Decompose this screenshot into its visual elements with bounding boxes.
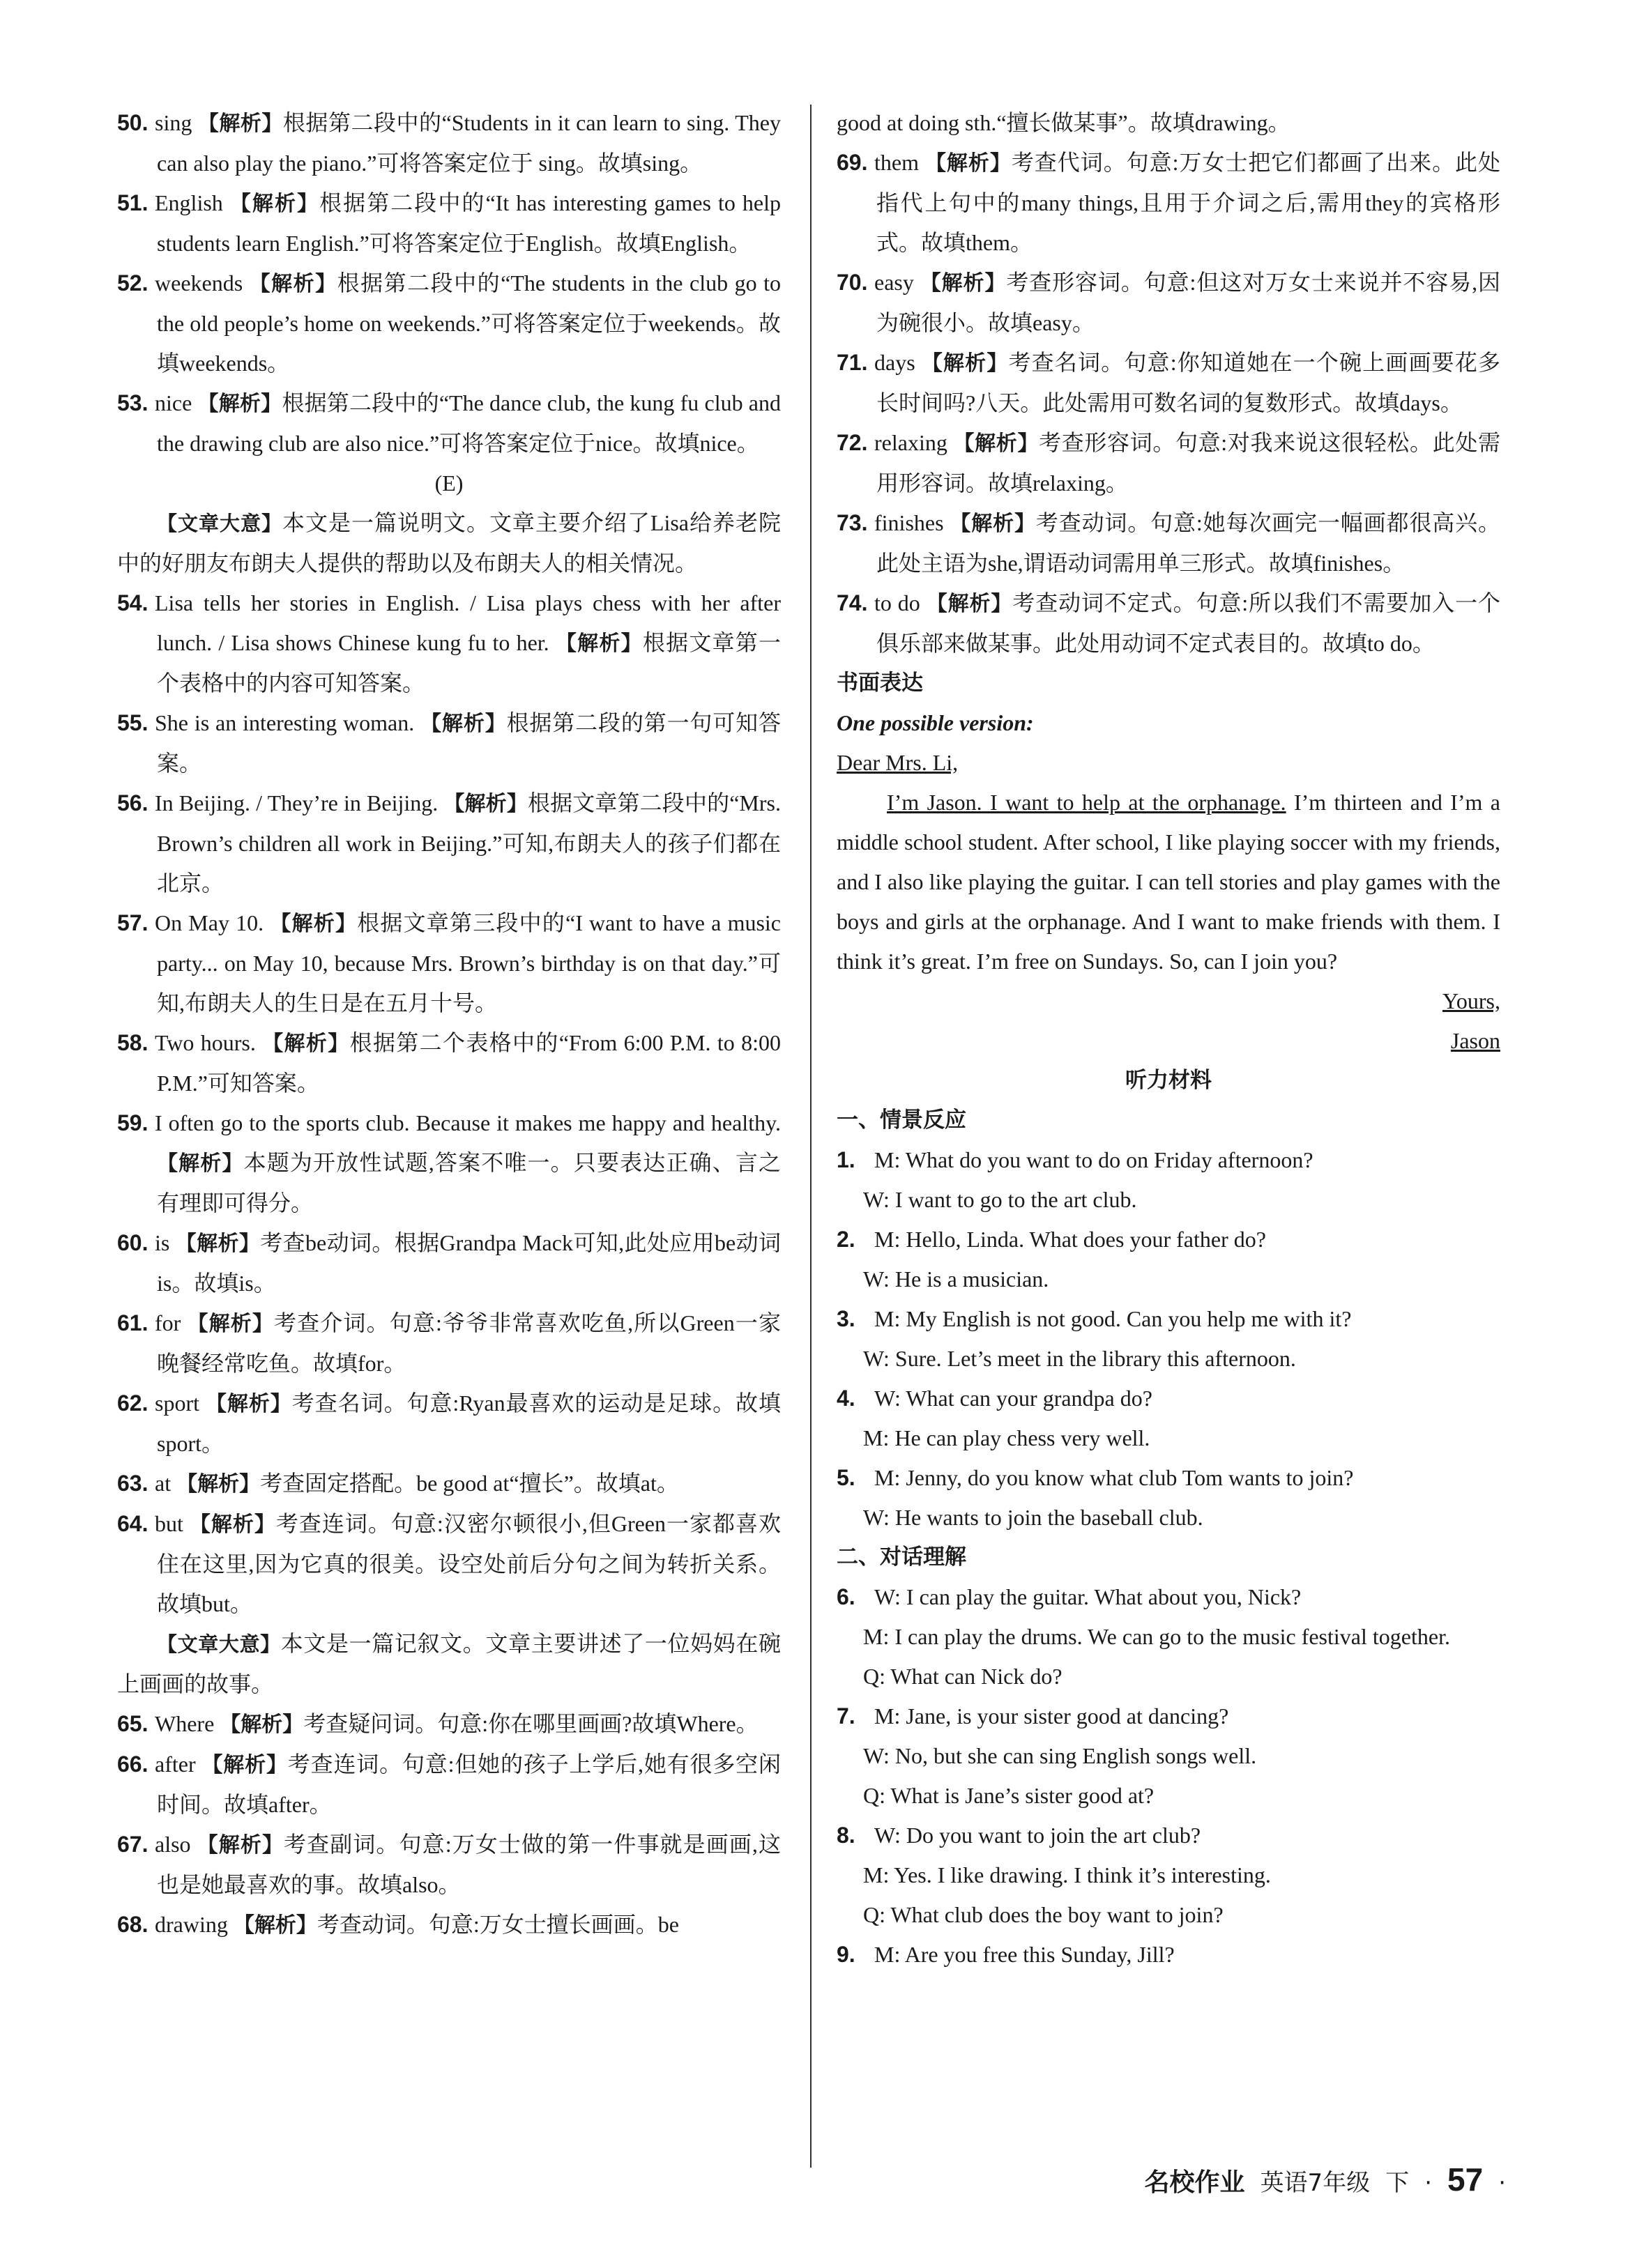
analysis-tag: 【解析】 [924,151,1012,176]
answer-text: W: Do you want to join the art club? [874,1823,1201,1848]
article-summary [117,1624,781,1704]
analysis-tag: 【解析】 [950,512,1036,536]
footer-subject: 英语7年级 [1260,2169,1371,2197]
answer-item [837,1220,1500,1259]
answer-text: W: I can play the guitar. What about you, Nick? [874,1584,1302,1609]
analysis-tag: 【解析】 [270,912,358,936]
section-heading: 听力材料 [1125,1068,1212,1093]
footer-dot-left: · [1424,2169,1433,2197]
dialogue-line: Q: What club does the boy want to join? [863,1902,1224,1927]
analysis-tag: 【解析】 [187,1312,275,1336]
answer-item [117,1504,781,1624]
item-number: 52. [117,270,148,296]
answer-text: English [155,190,223,215]
answer-item [117,263,781,383]
continued-text: good at doing sth.“擅长做某事”。故填drawing。 [837,110,1290,135]
answer-item [117,1825,781,1905]
answer-item [117,783,781,903]
analysis-text: 考查动词不定式。句意:所以我们不需要加入一个俱乐部来做某事。此处用动词不定式表目的。故填to do。 [876,590,1501,656]
possible-version-label: One possible version: [837,710,1034,735]
summary-text: 本文是一篇记叙文。文章主要讲述了一位妈妈在碗上画画的故事。 [117,1631,781,1696]
item-number: 69. [837,150,868,175]
item-number: 53. [117,390,148,415]
analysis-tag: 【解析】 [189,1512,276,1537]
item-number: 68. [117,1912,148,1937]
dialogue-line: W: He wants to join the baseball club. [863,1505,1203,1530]
item-number: 72. [837,430,868,455]
analysis-tag: 【解析】 [262,1032,350,1056]
answer-item [117,583,781,703]
article-summary [117,503,781,583]
answer-item [837,1458,1500,1498]
item-number: 73. [837,510,868,535]
section-label: (E) [434,470,464,496]
letter-signoff [837,981,1500,1021]
analysis-text: 根据第二段中的“The students in the club go to the old people’s home on weekends.”可将答案定位于weekends。故填weekends。 [157,270,781,376]
dialogue-line: W: He is a musician. [863,1266,1049,1292]
analysis-text: 考查连词。句意:汉密尔顿很小,但Green一家都喜欢住在这里,因为它真的很美。设空处前后分句之间为转折关系。故填but。 [157,1511,782,1616]
analysis-tag: 【解析】 [197,392,282,416]
signoff-text: Jason [1450,1028,1500,1053]
item-number: 9. [837,1942,855,1967]
answer-text: Two hours. [155,1030,256,1055]
analysis-text: 考查形容词。句意:对我来说这很轻松。此处需用形容词。故填relaxing。 [876,430,1501,496]
dialogue-line: M: I can play the drums. We can go to the music festival together. [863,1624,1450,1649]
analysis-text: 本题为开放性试题,答案不唯一。只要表达正确、言之有理即可得分。 [157,1150,781,1216]
analysis-text: 考查名词。句意:Ryan最喜欢的运动是足球。故填sport。 [157,1390,781,1456]
item-number: 64. [117,1511,148,1536]
analysis-text: 根据第二段中的“Students in it can learn to sing. They can also play the piano.”可将答案定位于 sing。故填sing。 [157,110,781,176]
analysis-text: 考查连词。句意:但她的孩子上学后,她有很多空闲时间。故填after。 [157,1752,782,1817]
answer-text: She is an interesting woman. [155,710,415,735]
analysis-text: 考查介词。句意:爷爷非常喜欢吃鱼,所以Green一家晚餐经常吃鱼。故填for。 [157,1310,781,1376]
page-number: 57 [1447,2161,1484,2198]
footer-term: 下 [1385,2169,1410,2197]
analysis-tag: 【解析】 [197,112,283,136]
analysis-text: 考查固定搭配。be good at“擅长”。故填at。 [260,1471,679,1496]
letter-first-sentence: I’m Jason. I want to help at the orphanage. [887,790,1286,815]
analysis-text: 考查名词。句意:你知道她在一个碗上画画要花多长时间吗?八天。此处需用可数名词的复数形式。故填days。 [876,350,1500,415]
footer-dot-right: · [1498,2169,1506,2197]
answer-text: to do [874,590,920,615]
answer-item [837,1577,1500,1617]
letter-body [837,783,1500,981]
section-heading: 书面表达 [837,671,923,696]
item-number: 63. [117,1471,148,1496]
item-number: 66. [117,1752,148,1777]
answer-text: M: My English is not good. Can you help me with it? [874,1306,1352,1331]
answer-text: M: Are you free this Sunday, Jill? [874,1942,1175,1967]
section-heading: 二、对话理解 [837,1545,966,1570]
item-number: 65. [117,1711,148,1736]
item-number: 51. [117,190,148,215]
section-heading: 一、情景反应 [837,1108,966,1133]
answer-text: is [155,1230,170,1255]
analysis-text: 根据文章第三段中的“I want to have a music party... on May 10, because Mrs. Brown’s birthday is on that day.”可知,布朗夫人的生日是在五月十号。 [157,910,782,1016]
answer-item [117,103,781,183]
answer-text: after [155,1752,196,1777]
analysis-text: 根据第二段中的“It has interesting games to help students learn English.”可将答案定位于English。故填English。 [157,190,781,256]
answer-item [117,1704,781,1745]
answer-text: but [155,1511,183,1536]
answer-text: M: Jane, is your sister good at dancing? [874,1703,1229,1729]
item-number: 71. [837,350,868,375]
answer-item [117,1905,781,1945]
item-number: 59. [117,1110,148,1135]
answer-text: I often go to the sports club. Because it makes me happy and healthy. [155,1110,781,1135]
analysis-text: 根据第二段的第一句可知答案。 [157,710,781,776]
answer-item [837,143,1500,263]
answer-text: M: What do you want to do on Friday afternoon? [874,1147,1313,1172]
answer-text: them [874,150,919,175]
analysis-text: 考查疑问词。句意:你在哪里画画?故填Where。 [303,1711,759,1736]
left-column [117,103,781,1945]
answer-item [837,1935,1500,1975]
item-number: 74. [837,590,868,615]
analysis-text: 根据第二段中的“The dance club, the kung fu club and the drawing club are also nice.”可将答案定位于nice。故填nice。 [157,390,781,456]
answer-text: nice [155,390,192,415]
item-number: 6. [837,1584,855,1609]
answer-item [117,1023,781,1103]
letter-salutation-line [837,743,1500,783]
answer-text: at [155,1471,172,1496]
item-number: 5. [837,1465,855,1490]
answer-item [837,1140,1500,1180]
item-number: 54. [117,590,148,615]
analysis-tag: 【解析】 [220,1713,304,1737]
analysis-text: 考查代词。句意:万女士把它们都画了出来。此处指代上句中的many things,且用于介词之后,需用they的宾格形式。故填them。 [876,150,1501,255]
analysis-text: 考查副词。句意:万女士做的第一件事就是画画,这也是她最喜欢的事。故填also。 [157,1832,782,1897]
dialogue-line: Q: What is Jane’s sister good at? [863,1783,1155,1808]
analysis-tag: 【解析】 [953,431,1039,456]
answer-text: relaxing [874,430,947,455]
analysis-text: 根据第二个表格中的“From 6:00 P.M. to 8:00 P.M.”可知答案。 [157,1030,781,1096]
item-number: 4. [837,1386,855,1411]
letter-rest: I’m thirteen and I’m a middle school student. After school, I like playing soccer with my friends, and I also like playing the guitar. I can tell stories and play games with the boys and girls at the orphanage. And I want to make friends with them. I think it’s great. I’m free on Sundays. So, can I join you? [837,790,1501,974]
analysis-tag: 【解析】 [197,1833,284,1857]
answer-item [837,1696,1500,1736]
answer-item [117,1303,781,1384]
analysis-text: 考查形容词。句意:但这对万女士来说并不容易,因为碗很小。故填easy。 [876,270,1500,335]
summary-text: 本文是一篇说明文。文章主要介绍了Lisa给养老院中的好朋友布朗夫人提供的帮助以及布朗夫人的相关情况。 [117,510,781,576]
analysis-tag: 【解析】 [175,1232,261,1256]
dialogue-line: W: No, but she can sing English songs well. [863,1743,1257,1768]
answer-text: drawing [155,1912,228,1937]
item-number: 58. [117,1030,148,1055]
item-number: 8. [837,1823,855,1848]
answer-text: sing [155,110,192,135]
analysis-text: 考查be动词。根据Grandpa Mack可知,此处应用be动词is。故填is。 [157,1230,782,1296]
answer-item [837,1816,1500,1855]
answer-text: On May 10. [155,910,264,935]
letter-signoff [837,1021,1500,1061]
answer-text: easy [874,270,914,295]
answer-text: finishes [874,510,944,535]
column-divider [810,105,812,2168]
answer-text: sport [155,1390,199,1416]
signoff-text: Yours, [1442,988,1500,1013]
summary-tag: 【文章大意】 [157,512,282,535]
analysis-tag: 【解析】 [249,272,337,296]
analysis-tag: 【解析】 [420,712,507,736]
analysis-tag: 【解析】 [443,792,528,816]
answer-text: weekends [155,270,243,296]
dialogue-line: W: I want to go to the art club. [863,1187,1137,1212]
analysis-text: 考查动词。句意:她每次画完一幅画都很高兴。此处主语为she,谓语动词需用单三形式。故填finishes。 [876,510,1501,576]
answer-item [117,1223,781,1303]
answer-item [837,1299,1500,1339]
analysis-tag: 【解析】 [926,592,1013,616]
analysis-tag: 【解析】 [176,1472,261,1496]
analysis-tag: 【解析】 [201,1753,288,1777]
item-number: 50. [117,110,148,135]
analysis-text: 考查动词。句意:万女士擅长画画。be [317,1912,679,1937]
footer-brand: 名校作业 [1144,2168,1245,2197]
answer-text: days [874,350,915,375]
dialogue-line: Q: What can Nick do? [863,1664,1062,1689]
answer-text: M: Hello, Linda. What does your father do? [874,1227,1266,1252]
analysis-tag: 【解析】 [205,1392,292,1416]
answer-item [837,423,1500,503]
page-footer [1145,2161,1506,2198]
dialogue-line: M: Yes. I like drawing. I think it’s interesting. [863,1862,1271,1887]
dialogue-line: M: He can play chess very well. [863,1425,1150,1450]
answer-item [117,1745,781,1825]
item-number: 1. [837,1147,855,1172]
answer-item [117,1464,781,1504]
item-number: 56. [117,790,148,815]
answer-item [117,1103,781,1223]
answer-text: W: What can your grandpa do? [874,1386,1152,1411]
analysis-tag: 【解析】 [555,631,643,656]
letter-salutation: Dear Mrs. Li, [837,750,959,775]
answer-item [837,343,1500,423]
answer-item [117,1384,781,1464]
answer-item [117,703,781,783]
answer-item [117,903,781,1023]
answer-text: Lisa tells her stories in English. / Lisa plays chess with her after lunch. / Lisa shows Chinese kung fu to her. [155,590,781,655]
dialogue-line: W: Sure. Let’s meet in the library this afternoon. [863,1346,1296,1371]
analysis-tag: 【解析】 [920,271,1007,296]
analysis-tag: 【解析】 [921,351,1009,376]
item-number: 61. [117,1310,148,1335]
item-number: 2. [837,1227,855,1252]
item-number: 70. [837,270,868,295]
item-number: 3. [837,1306,855,1331]
answer-item [837,583,1500,664]
item-number: 62. [117,1390,148,1416]
item-number: 57. [117,910,148,935]
answer-item [837,503,1500,583]
answer-item [117,183,781,263]
answer-text: M: Jenny, do you know what club Tom wants to join? [874,1465,1354,1490]
answer-text: In Beijing. / They’re in Beijing. [155,790,439,815]
right-column [837,103,1500,1975]
item-number: 7. [837,1703,855,1729]
item-number: 60. [117,1230,148,1255]
answer-text: for [155,1310,181,1335]
answer-text: also [155,1832,191,1857]
item-number: 67. [117,1832,148,1857]
analysis-tag: 【解析】 [157,1151,244,1176]
item-number: 55. [117,710,148,735]
analysis-text: 根据文章第一个表格中的内容可知答案。 [157,630,782,696]
analysis-tag: 【解析】 [229,192,320,216]
answer-item [837,1379,1500,1418]
analysis-tag: 【解析】 [233,1913,317,1938]
answer-item [117,383,781,463]
analysis-text: 根据文章第二段中的“Mrs. Brown’s children all work in Beijing.”可知,布朗夫人的孩子们都在北京。 [157,790,781,896]
answer-item [837,263,1500,343]
answer-text: Where [155,1711,215,1736]
summary-tag: 【文章大意】 [157,1632,281,1656]
